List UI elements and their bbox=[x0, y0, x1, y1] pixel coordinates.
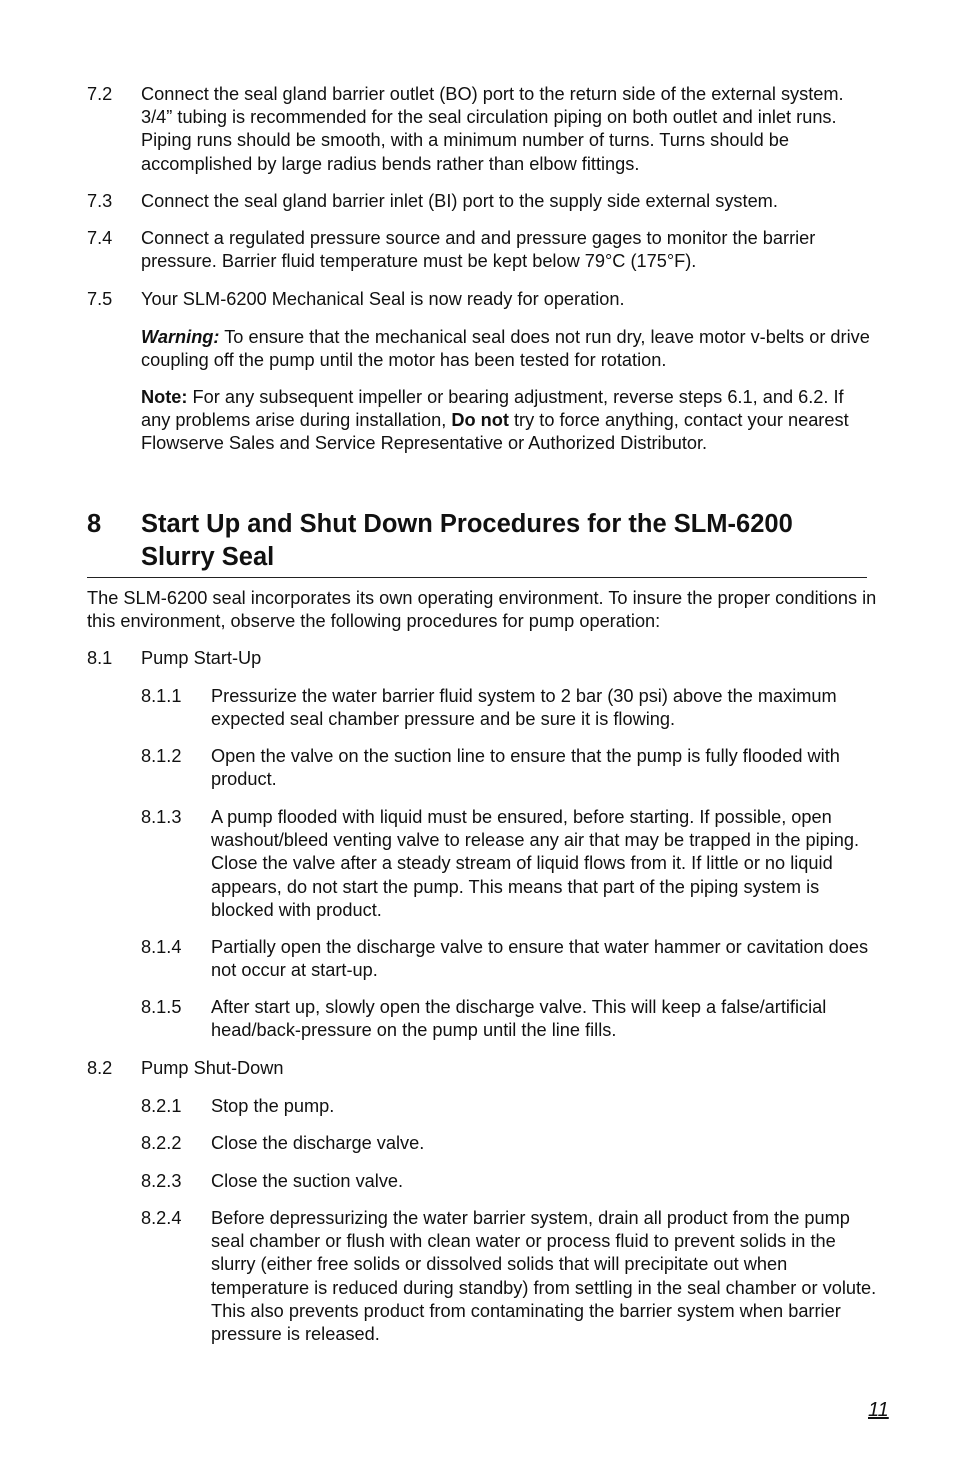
step-number: 8.2.2 bbox=[141, 1133, 182, 1153]
step-number: 7.5 bbox=[87, 289, 113, 309]
step-number: 7.4 bbox=[87, 228, 113, 248]
subsection-label: Pump Shut-Down bbox=[141, 1058, 284, 1078]
step-number: 8.1.4 bbox=[141, 937, 182, 957]
section-title: Start Up and Shut Down Procedures for the SLM-6200 Slurry Seal bbox=[141, 510, 793, 571]
step-text: Pressurize the water barrier fluid system to 2 bar (30 psi) above the maximum expected seal chamber pressure and be sure it is flowing. bbox=[211, 686, 837, 730]
step-text: Open the valve on the suction line to ensure that the pump is fully flooded with product. bbox=[211, 746, 840, 790]
subsection-label: Pump Start-Up bbox=[141, 648, 262, 668]
step-number: 8.1.1 bbox=[141, 686, 182, 706]
note-emphasis: Do not bbox=[451, 410, 509, 431]
step-text: Close the discharge valve. bbox=[211, 1133, 425, 1153]
step-number: 8.2.3 bbox=[141, 1171, 182, 1191]
step-number: 7.3 bbox=[87, 191, 113, 211]
step-text: After start up, slowly open the discharge valve. This will keep a false/artificial head/back-pressure on the pump until the line fills. bbox=[211, 997, 827, 1041]
warning-text: To ensure that the mechanical seal does not run dry, leave motor v-belts or drive coupling off the pump until the motor has been tested for rotation. bbox=[141, 327, 870, 371]
page-number: 11 bbox=[868, 1399, 889, 1421]
section-8-intro: The SLM-6200 seal incorporates its own operating environment. To insure the proper conditions in this environment, observe the following procedures for pump operation: bbox=[87, 588, 877, 632]
note-paragraph bbox=[141, 386, 877, 456]
step-text: Partially open the discharge valve to ensure that water hammer or cavitation does not occur at start-up. bbox=[211, 937, 869, 981]
note-text-2: try to force anything, contact your nearest Flowserve Sales and Service Representative or Authorized Distributor. bbox=[141, 410, 849, 454]
step-number: 8.1.5 bbox=[141, 997, 182, 1017]
step-text: Your SLM-6200 Mechanical Seal is now ready for operation. bbox=[141, 289, 625, 309]
step-text: Connect the seal gland barrier outlet (BO) port to the return side of the external system. 3/4” tubing is recommended for the seal circulation piping on both outlet and inlet runs. Piping runs should be smooth, with a minimum number of turns. Turns should be accomplished by large radius bends rather than elbow fittings. bbox=[141, 84, 844, 174]
section-8-heading bbox=[87, 508, 867, 578]
step-number: 8.2.4 bbox=[141, 1208, 182, 1228]
step-text: Connect the seal gland barrier inlet (BI) port to the supply side external system. bbox=[141, 191, 778, 211]
note-text-1: For any subsequent impeller or bearing adjustment, reverse steps 6.1, and 6.2. If any problems arise during installation, bbox=[141, 387, 844, 431]
step-number: 7.2 bbox=[87, 84, 113, 104]
step-text: Close the suction valve. bbox=[211, 1171, 404, 1191]
note-label: Note: bbox=[141, 387, 188, 407]
step-number: 8.1.2 bbox=[141, 746, 182, 766]
step-text: Connect a regulated pressure source and and pressure gages to monitor the barrier pressure. Barrier fluid temperature must be kept below 79°C (175°F). bbox=[141, 228, 816, 272]
subsection-number: 8.1 bbox=[87, 648, 113, 668]
step-text: Before depressurizing the water barrier system, drain all product from the pump seal chamber or flush with clean water or process fluid to prevent solids in the slurry (either free solids or dissolved solids that will precipitate out when temperature is reduced during standby) from settling in the seal chamber or volute. This also prevents product from contaminating the barrier system when barrier pressure is released. bbox=[211, 1208, 877, 1345]
section-number: 8 bbox=[87, 510, 102, 538]
warning-label: Warning: bbox=[141, 327, 220, 347]
step-text: A pump flooded with liquid must be ensured, before starting. If possible, open washout/bleed venting valve to release any air that may be trapped in the piping. Close the valve after a steady stream of liquid flows from it. If little or no liquid appears, do not start the pump. This means that part of the piping system is blocked with product. bbox=[211, 807, 860, 920]
warning-paragraph bbox=[141, 326, 877, 372]
step-number: 8.2.1 bbox=[141, 1096, 182, 1116]
subsection-number: 8.2 bbox=[87, 1058, 113, 1078]
step-text: Stop the pump. bbox=[211, 1096, 335, 1116]
step-number: 8.1.3 bbox=[141, 807, 182, 827]
